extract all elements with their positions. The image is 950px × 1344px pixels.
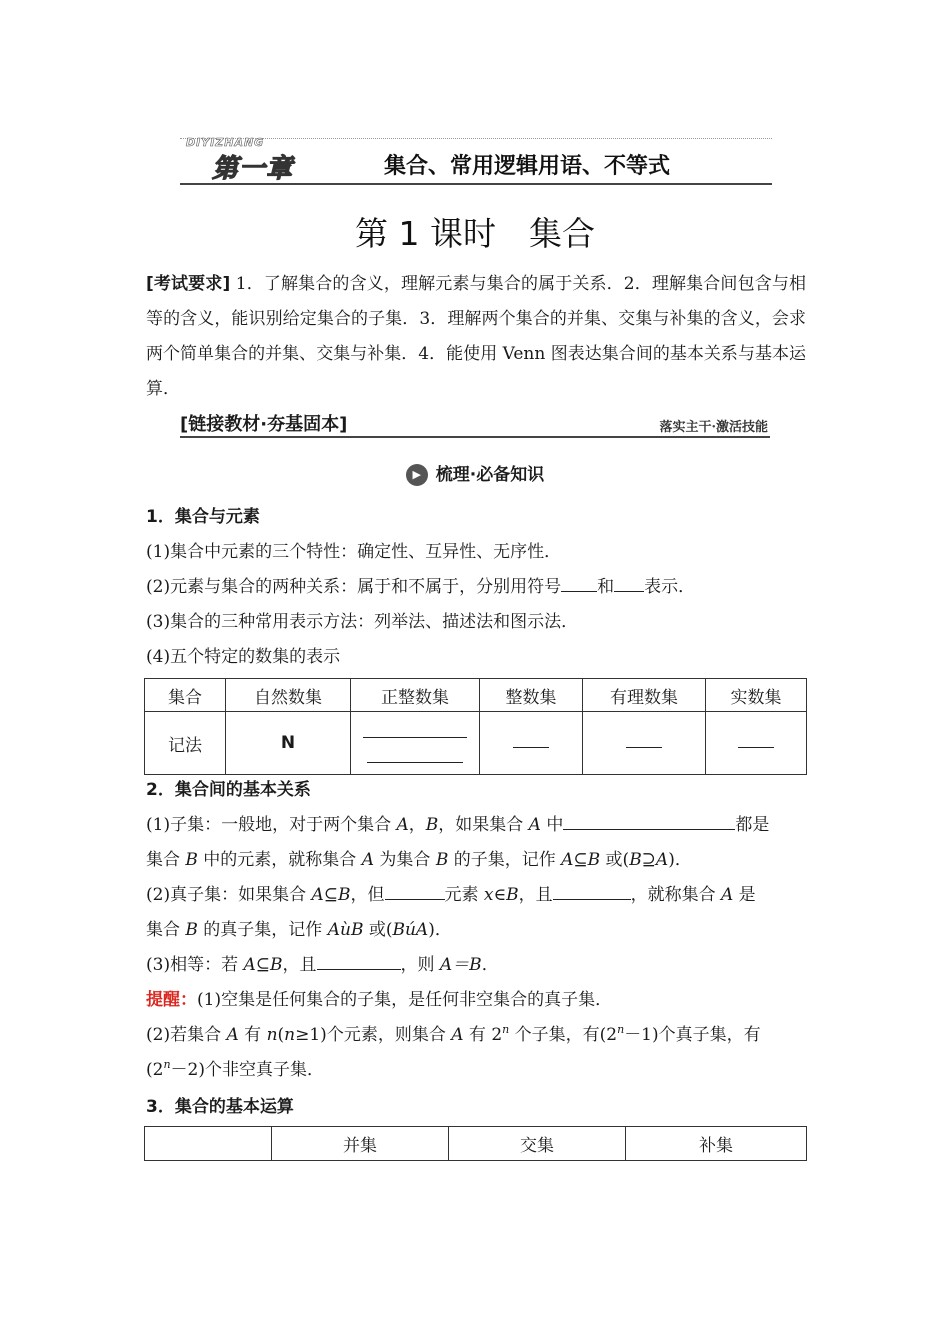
text: 有 xyxy=(238,1025,267,1045)
requirements-text: 1．了解集合的含义，理解元素与集合的属于关系．2．理解集合间包含与相等的含义，能识别给定集合的子集．3．理解两个集合的并集、交集与补集的含义，会求两个简单集合的并集、交集与补集．4．能使用 Venn 图表达集合间的基本关系与基本运算． xyxy=(146,274,806,399)
formula: A⊆B xyxy=(243,955,283,975)
table-row xyxy=(145,1127,807,1161)
text: －2)个非空真子集． xyxy=(170,1060,324,1080)
answer-blank[interactable] xyxy=(626,733,662,748)
header-top-rule xyxy=(180,138,772,139)
text: ，且 xyxy=(282,955,317,975)
table-header: 自然数集 xyxy=(226,679,351,712)
text: 的真子集，记作 xyxy=(197,920,328,940)
s2-proper-subset-line-1 xyxy=(146,878,811,913)
chapter-pinyin: DIYIZHANG xyxy=(186,136,265,149)
var: A xyxy=(528,815,541,835)
chapter-title: 集合、常用逻辑用语、不等式 xyxy=(384,154,671,179)
exponent: n xyxy=(163,1058,171,1071)
s1-item-4: (4)五个特定的数集的表示 xyxy=(146,647,341,667)
text: 或( xyxy=(600,850,630,870)
table-cell xyxy=(351,712,480,775)
section-bar xyxy=(180,408,770,438)
section-subtitle: 落实主干·激活技能 xyxy=(659,420,768,435)
var: A xyxy=(721,885,734,905)
formula: A⊆B xyxy=(311,885,351,905)
text: (2)元素与集合的两种关系：属于和不属于，分别用符号 xyxy=(146,577,562,597)
text: 有 2 xyxy=(463,1025,503,1045)
var: x xyxy=(483,885,494,905)
text: 元素 xyxy=(444,885,484,905)
text: ，就称集合 xyxy=(630,885,721,905)
answer-blank[interactable] xyxy=(513,733,549,748)
tip-line-2 xyxy=(146,1018,811,1053)
subsection-label: 梳理·必备知识 xyxy=(435,465,545,485)
table-cell xyxy=(583,712,706,775)
answer-blank[interactable] xyxy=(385,881,445,900)
text: ，如果集合 xyxy=(438,815,529,835)
table-cell xyxy=(706,712,807,775)
table-header: 补集 xyxy=(626,1127,807,1161)
var: A xyxy=(361,850,374,870)
chapter-number: 第一章 xyxy=(212,154,294,184)
text: 中的元素，就称集合 xyxy=(197,850,362,870)
table-header: 整数集 xyxy=(480,679,583,712)
text: 集合 xyxy=(146,850,186,870)
text: (1)子集：一般地，对于两个集合 xyxy=(146,815,397,835)
table-cell: 记法 xyxy=(145,712,226,775)
var: B xyxy=(506,885,519,905)
text: 表示． xyxy=(644,577,696,597)
table-row xyxy=(145,712,807,775)
table-header xyxy=(145,1127,272,1161)
text: (1)空集是任何集合的子集，是任何非空集合的真子集． xyxy=(197,990,613,1010)
text: (2 xyxy=(146,1060,164,1080)
var: n xyxy=(284,1025,296,1045)
table-header: 集合 xyxy=(145,679,226,712)
s2-proper-subset-line-2 xyxy=(146,913,811,948)
answer-blank[interactable] xyxy=(614,573,644,592)
var: A xyxy=(226,1025,239,1045)
text: )． xyxy=(668,850,692,870)
text: 个子集，有(2 xyxy=(509,1025,618,1045)
table-header: 有理数集 xyxy=(583,679,706,712)
tip-line-1 xyxy=(146,983,811,1018)
chapter-header xyxy=(180,132,772,187)
var: B xyxy=(185,920,198,940)
text: 集合 xyxy=(146,920,186,940)
text: 或( xyxy=(363,920,393,940)
text: ，且 xyxy=(518,885,553,905)
var: B xyxy=(435,850,449,870)
exponent: n xyxy=(502,1023,510,1036)
answer-blank[interactable] xyxy=(553,881,631,900)
answer-blank[interactable] xyxy=(317,951,401,970)
s1-item-2 xyxy=(146,570,811,605)
text: ． xyxy=(481,955,499,975)
s1-item-1: (1)集合中元素的三个特性：确定性、互异性、无序性． xyxy=(146,542,562,562)
text: 和 xyxy=(597,577,615,597)
table-header: 并集 xyxy=(272,1127,449,1161)
header-bottom-rule xyxy=(180,183,772,185)
tip-label: 提醒： xyxy=(146,990,197,1010)
formula: A⊆B xyxy=(561,850,601,870)
formula: AùB xyxy=(327,920,364,940)
text: )． xyxy=(428,920,452,940)
s2-subset-line-1 xyxy=(146,808,811,843)
s1-item-3: (3)集合的三种常用表示方法：列举法、描述法和图示法． xyxy=(146,612,579,632)
section-title: [链接教材·夯基固本] xyxy=(180,414,348,435)
var: A xyxy=(451,1025,464,1045)
text: ∈ xyxy=(493,885,507,905)
table-cell: N xyxy=(226,712,351,775)
text: 都是 xyxy=(735,815,770,835)
answer-blank[interactable] xyxy=(738,733,774,748)
section-3-title: 3．集合的基本运算 xyxy=(146,1097,294,1117)
var: A xyxy=(396,815,409,835)
s2-subset-line-2 xyxy=(146,843,811,878)
text: (2)若集合 xyxy=(146,1025,227,1045)
text: 中 xyxy=(540,815,564,835)
text: 的子集，记作 xyxy=(448,850,562,870)
text: (3)相等：若 xyxy=(146,955,244,975)
table-header: 交集 xyxy=(449,1127,626,1161)
number-sets-table xyxy=(144,678,807,775)
subsection-title xyxy=(0,460,950,486)
formula: A＝B xyxy=(439,955,482,975)
text: －1)个真子集，有 xyxy=(624,1025,761,1045)
set-operations-table xyxy=(144,1126,807,1161)
answer-blank[interactable] xyxy=(363,723,467,738)
text: ，则 xyxy=(400,955,440,975)
s2-equal-line xyxy=(146,948,811,983)
var: B xyxy=(425,815,439,835)
text: 为集合 xyxy=(374,850,436,870)
table-cell xyxy=(480,712,583,775)
var: B xyxy=(185,850,198,870)
exponent: n xyxy=(617,1023,625,1036)
text: ， xyxy=(408,815,426,835)
requirements-label: [考试要求] xyxy=(146,274,231,294)
text: ，但 xyxy=(350,885,385,905)
answer-blank[interactable] xyxy=(563,811,735,830)
play-icon: ▶ xyxy=(406,464,428,486)
table-header: 实数集 xyxy=(706,679,807,712)
answer-blank[interactable] xyxy=(367,748,463,763)
section-2-title: 2．集合间的基本关系 xyxy=(146,780,311,800)
answer-blank[interactable] xyxy=(561,573,597,592)
lesson-title: 第 1 课时 集合 xyxy=(355,214,595,253)
formula: B⊇A xyxy=(629,850,669,870)
exam-requirements xyxy=(146,267,806,407)
text: ( xyxy=(277,1025,285,1045)
formula: BúA xyxy=(392,920,429,940)
table-header: 正整数集 xyxy=(351,679,480,712)
table-row xyxy=(145,679,807,712)
text: 是 xyxy=(733,885,756,905)
tip-line-3 xyxy=(146,1053,811,1088)
text: (2)真子集：如果集合 xyxy=(146,885,312,905)
section-1-title: 1．集合与元素 xyxy=(146,507,260,527)
text: ≥1)个元素，则集合 xyxy=(295,1025,452,1045)
var: n xyxy=(266,1025,278,1045)
